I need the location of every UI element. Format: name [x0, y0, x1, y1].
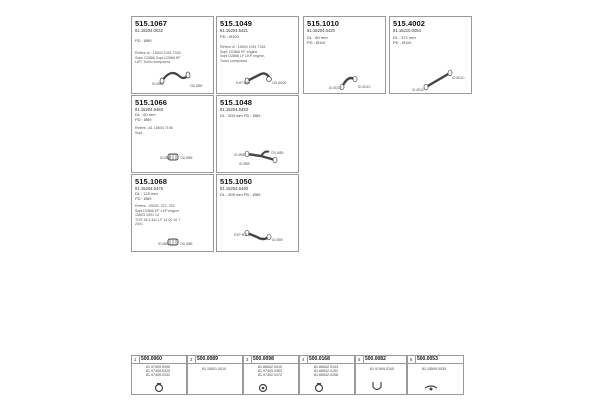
accessory-index: 4: [302, 357, 305, 362]
spec-line: PD : Ø100: [220, 34, 239, 39]
part-number: 515.4002: [393, 19, 426, 28]
accessory-oe: 81.97409.0095: [146, 365, 170, 369]
spec-line: PD : Ø89: [135, 117, 152, 122]
clamp-icon: [152, 383, 166, 393]
oe-number: 81.15204.5493: [135, 107, 163, 112]
pipe-drawing: [217, 96, 300, 174]
fitment-notes: Refers : A1 15604 7196 Sopt: [135, 126, 173, 135]
accessory-oe: 81.97402.0372: [258, 373, 282, 377]
oe-number: 81.15204.5421: [220, 28, 248, 33]
end-label: ID Ø89: [272, 238, 283, 242]
part-number: 515.1067: [135, 19, 168, 28]
accessory-oe: 81.97409.0325: [146, 369, 170, 373]
accessory-oe: 81.66542.0152: [314, 369, 338, 373]
part-card-7[interactable]: [131, 174, 214, 252]
pipe-drawing: [390, 17, 473, 95]
accessory-index: 3: [246, 357, 249, 362]
spec-line: DL : 60 mm: [135, 112, 156, 117]
part-card-8[interactable]: [216, 174, 299, 252]
spec-line: DL : 120 mm: [135, 191, 158, 196]
end-label: ID Ø110: [358, 85, 371, 89]
accessory-cell-6[interactable]: [407, 355, 464, 395]
end-label: ID Ø110: [452, 76, 465, 80]
end-label: OD Ø89: [180, 156, 193, 160]
accessory-cell-3[interactable]: [243, 355, 299, 395]
accessory-cell-5[interactable]: [355, 355, 407, 395]
accessory-cell-2[interactable]: [187, 355, 243, 395]
u-bolt-icon: [371, 381, 383, 393]
end-label: ID Ø89: [234, 153, 245, 157]
end-label: ID Ø89: [158, 242, 169, 246]
end-label: OD Ø89: [271, 151, 284, 155]
accessory-oe: 81.97409.0363: [258, 369, 282, 373]
end-label: OD Ø89: [180, 242, 193, 246]
oe-number: 81.15204.0032: [135, 28, 163, 33]
end-label: ID Ø89: [152, 82, 163, 86]
oe-number: 81.15204.5475: [135, 186, 163, 191]
end-label: EXP Ø89: [236, 81, 251, 85]
spec-line: PD : Ø110: [307, 40, 326, 45]
part-number: 515.1050: [220, 177, 253, 186]
accessory-oe: 81.66542.0103: [314, 365, 338, 369]
oe-number: 81.15204.5420: [307, 28, 335, 33]
fitment-notes: Refers of : 15603 1091 7326 Sopt: D2866 EF engine Sopt D2866 LF LKP engine, Turbo compound: [220, 45, 266, 63]
end-label: ID Ø89: [239, 162, 250, 166]
pipe-drawing: [132, 17, 215, 95]
bracket-icon: [424, 383, 438, 393]
accessory-index: 1: [134, 357, 137, 362]
fitment-notes: Refers of : 15603 1091 7326 Sopt: D2866 Sopt D2866 EF LKP, Turbo compound: [135, 51, 181, 65]
spec-line: DL : 371 mm: [393, 35, 416, 40]
oe-number: 81.15204.5433: [220, 107, 248, 112]
part-number: 515.1048: [220, 98, 253, 107]
part-card-4[interactable]: [389, 16, 472, 94]
clamp-icon: [312, 383, 326, 393]
accessory-number: 500.0082: [365, 356, 386, 362]
part-number: 515.1049: [220, 19, 253, 28]
pipe-drawing: [132, 96, 215, 174]
accessory-number: 500.0089: [197, 356, 218, 362]
part-card-1[interactable]: [131, 16, 214, 94]
accessory-index: 6: [410, 357, 413, 362]
pipe-drawing: [217, 17, 300, 95]
gasket-icon: [256, 383, 270, 393]
end-label: EXP Ø110: [234, 233, 250, 237]
accessory-oe: 81.15509.0035: [422, 367, 446, 371]
accessory-oe: 81.66542.0258: [314, 373, 338, 377]
spec-line: DL : 500 mm PD : Ø89: [220, 113, 261, 118]
end-label: OD Ø89: [190, 84, 203, 88]
part-number: 515.1066: [135, 98, 168, 107]
spec-line: PD : Ø89: [135, 38, 152, 43]
part-card-2[interactable]: [216, 16, 299, 94]
end-label: ID Ø110: [412, 88, 425, 92]
spec-line: DL : 80 mm: [307, 35, 328, 40]
accessory-oe: 81.66542.0010: [258, 365, 282, 369]
end-label: OD Ø100: [272, 81, 287, 85]
fitment-notes: Refers : 25530, 372, 376 Sopt D2866 EF LKP engine 15603 1091 14 TGS 18.3 4x2 LF 14 00 16 7 2001: [135, 204, 181, 227]
part-number: 515.1068: [135, 177, 168, 186]
part-card-5[interactable]: [131, 95, 214, 173]
part-number: 515.1010: [307, 19, 340, 28]
oe-number: 81.15210.0054: [393, 28, 421, 33]
part-card-6[interactable]: [216, 95, 299, 173]
oe-number: 81.15204.5430: [220, 186, 248, 191]
pipe-drawing: [304, 17, 387, 95]
pipe-drawing: [132, 175, 215, 253]
accessory-number: 500.0168: [309, 356, 330, 362]
accessory-cell-4[interactable]: [299, 355, 355, 395]
accessory-oe: 81.97409.0332: [146, 373, 170, 377]
accessory-index: 5: [358, 357, 361, 362]
accessory-index: 2: [190, 357, 193, 362]
accessory-number: 500.0053: [417, 356, 438, 362]
accessory-oe: 81.15501.0010: [202, 367, 226, 371]
accessory-cell-1[interactable]: [131, 355, 187, 395]
pipe-drawing: [217, 175, 300, 253]
accessory-oe: 81.97409.0245: [370, 367, 394, 371]
end-label: ID Ø89: [160, 156, 171, 160]
part-card-3[interactable]: [303, 16, 386, 94]
end-label: ID Ø110: [329, 86, 342, 90]
spec-line: PD : Ø110: [393, 40, 412, 45]
accessory-number: 500.0060: [141, 356, 162, 362]
accessory-number: 500.0098: [253, 356, 274, 362]
spec-line: PD : Ø89: [135, 196, 152, 201]
spec-line: DL : 500 mm PD : Ø89: [220, 192, 261, 197]
